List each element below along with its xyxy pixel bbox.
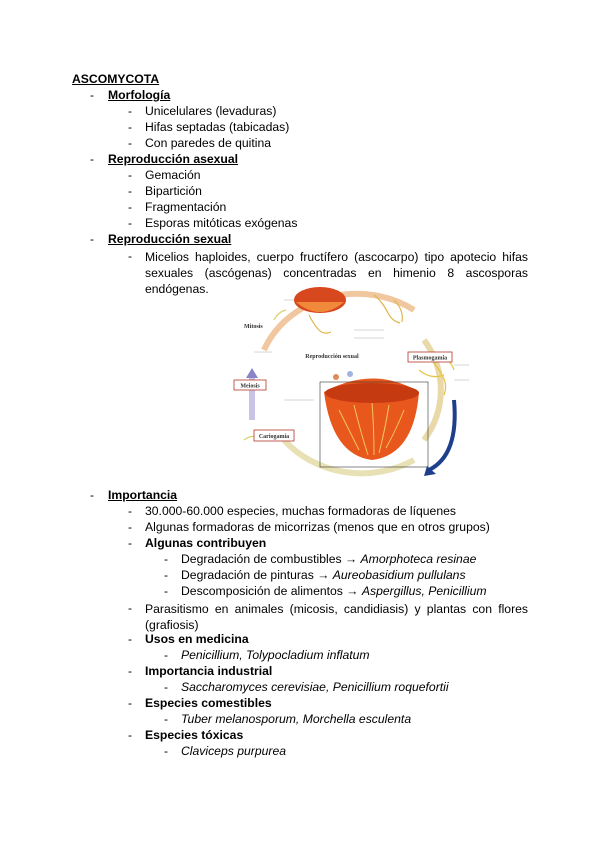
bullet-dash: - <box>128 216 133 230</box>
sexual-paragraph: Micelios haploides, cuerpo fructífero (ascocarpo) tipo apotecio hifas sexuales (ascógenas) concentradas en himenio 8 ascosporas endógenas. <box>145 250 528 296</box>
list-item: Esporas mitóticas exógenas <box>145 216 298 230</box>
spore <box>347 371 353 377</box>
plasmogamia-label: Plasmogamia <box>412 355 448 362</box>
bullet-dash: - <box>128 249 133 263</box>
arrow-icon: → <box>317 568 330 582</box>
subheading-medicina: Usos en medicina <box>145 632 249 646</box>
parasitismo-paragraph: Parasitismo en animales (micosis, candidiasis) y plantas con flores (grafiosis) <box>145 602 528 632</box>
mitosis-label: Mitosis <box>244 324 263 330</box>
center-label: Reproducción sexual <box>305 354 359 360</box>
subheading-comestibles: Especies comestibles <box>145 696 272 710</box>
spore <box>333 374 339 380</box>
bullet-dash: - <box>128 136 133 150</box>
ascocarp-large-top <box>325 383 419 403</box>
bullet-dash: - <box>164 680 169 694</box>
meiosis-label: Meiosis <box>240 383 260 390</box>
bullet-dash: - <box>164 568 169 582</box>
bullet-dash: - <box>128 520 133 534</box>
bullet-dash: - <box>164 744 169 758</box>
bullet-dash: - <box>128 632 133 646</box>
item-text: Degradación de pinturas <box>181 568 314 582</box>
bullet-dash: - <box>164 552 169 566</box>
document-title: ASCOMYCOTA <box>72 72 160 86</box>
subheading-toxicas: Especies tóxicas <box>145 728 244 742</box>
bullet-dash: - <box>128 200 133 214</box>
bullet-dash: - <box>164 584 169 598</box>
list-item: 30.000-60.000 especies, muchas formadoras de líquenes <box>145 504 456 518</box>
blue-arrow <box>429 400 455 470</box>
bullet-dash: - <box>128 728 133 742</box>
bullet-dash: - <box>164 712 169 726</box>
bullet-dash: - <box>128 504 133 518</box>
subheading-contribuyen: Algunas contribuyen <box>145 536 267 550</box>
item-text: Degradación de combustibles <box>181 552 342 566</box>
section-heading-sexual: Reproducción sexual <box>108 232 232 246</box>
bullet-dash: - <box>90 488 95 502</box>
item-text: Descomposición de alimentos <box>181 584 343 598</box>
bullet-dash: - <box>128 664 133 678</box>
bullet-dash: - <box>128 168 133 182</box>
list-item: Hifas septadas (tabicadas) <box>145 120 290 134</box>
section-heading-importancia: Importancia <box>108 488 178 502</box>
cariogamia-label: Cariogamia <box>258 434 290 440</box>
bullet-dash: - <box>90 88 95 102</box>
bullet-dash: - <box>128 601 133 615</box>
species-name: Aspergillus, Penicillium <box>361 584 487 598</box>
list-item <box>181 552 476 567</box>
list-item <box>181 584 487 599</box>
bullet-dash: - <box>90 152 95 166</box>
section-heading-asexual: Reproducción asexual <box>108 152 239 166</box>
arrow-icon: → <box>346 584 359 598</box>
species-name: Claviceps purpurea <box>181 744 287 758</box>
arrow-icon: → <box>344 552 358 566</box>
list-item: Algunas formadoras de micorrizas (menos que en otros grupos) <box>145 520 490 534</box>
list-item <box>181 568 466 583</box>
list-item: Con paredes de quitina <box>145 136 272 150</box>
bullet-dash: - <box>164 648 169 662</box>
list-item: Bipartición <box>145 184 202 198</box>
bullet-dash: - <box>128 696 133 710</box>
life-cycle-diagram <box>224 270 476 492</box>
bullet-dash: - <box>128 120 133 134</box>
bullet-dash: - <box>128 536 133 550</box>
subheading-industrial: Importancia industrial <box>145 664 273 678</box>
section-heading-morfologia: Morfología <box>108 88 171 102</box>
species-name: Aureobasidium pullulans <box>332 568 466 582</box>
species-name: Tuber melanosporum, Morchella esculenta <box>181 712 412 726</box>
list-item: Fragmentación <box>145 200 227 214</box>
bullet-dash: - <box>128 104 133 118</box>
list-item: Gemación <box>145 168 201 182</box>
bullet-dash: - <box>128 184 133 198</box>
species-name: Saccharomyces cerevisiae, Penicillium roquefortii <box>181 680 449 694</box>
species-name: Penicillium, Tolypocladium inflatum <box>181 648 370 662</box>
arrow-up-icon <box>246 368 258 378</box>
list-item: Unicelulares (levaduras) <box>145 104 277 118</box>
bullet-dash: - <box>90 232 95 246</box>
species-name: Amorphoteca resinae <box>360 552 477 566</box>
